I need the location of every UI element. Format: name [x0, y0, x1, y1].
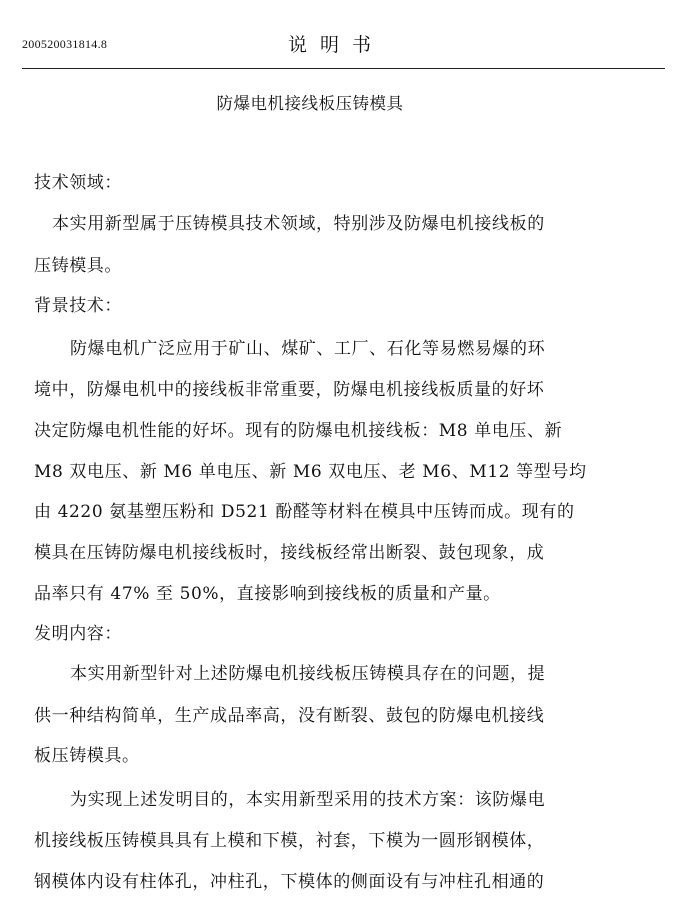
paragraph-line: 压铸模具。 [34, 256, 122, 276]
paragraph-line: 本实用新型属于压铸模具技术领域，特别涉及防爆电机接线板的 [52, 214, 545, 234]
tech-field-heading: 技术领域： [34, 173, 122, 193]
paragraph-line: M8 双电压、新 M6 单电压、新 M6 双电压、老 M6、M12 等型号均 [34, 462, 587, 482]
invention-heading: 发明内容： [34, 624, 122, 644]
background-heading: 背景技术： [34, 296, 122, 316]
paragraph-line: 机接线板压铸模具具有上模和下模，衬套，下模为一圆形钢模体， [34, 831, 545, 851]
paragraph-line: 供一种结构简单，生产成品率高，没有断裂、鼓包的防爆电机接线 [34, 706, 545, 726]
paragraph-line: 钢模体内设有柱体孔，冲柱孔，下模体的侧面设有与冲柱孔相通的 [34, 872, 545, 892]
paragraph-line: 决定防爆电机性能的好坏。现有的防爆电机接线板：M8 单电压、新 [34, 421, 563, 441]
paragraph-line: 为实现上述发明目的，本实用新型采用的技术方案：该防爆电 [70, 790, 546, 810]
document-title: 防爆电机接线板压铸模具 [216, 94, 404, 113]
paragraph-line: 板压铸模具。 [34, 746, 140, 766]
paragraph-line: 品率只有 47% 至 50%，直接影响到接线板的质量和产量。 [34, 584, 501, 604]
paragraph-line: 由 4220 氨基塑压粉和 D521 酚醛等材料在模具中压铸而成。现有的 [34, 502, 575, 522]
header-rule [22, 68, 665, 69]
paragraph-line: 模具在压铸防爆电机接线板时，接线板经常出断裂、鼓包现象，成 [34, 543, 545, 563]
paragraph-line: 境中，防爆电机中的接线板非常重要，防爆电机接线板质量的好坏 [34, 380, 545, 400]
paragraph-line: 本实用新型针对上述防爆电机接线板压铸模具存在的问题，提 [70, 664, 546, 684]
document-id: 200520031814.8 [22, 37, 108, 51]
header-title: 说明书 [288, 34, 385, 56]
paragraph-line: 防爆电机广泛应用于矿山、煤矿、工厂、石化等易燃易爆的环 [70, 339, 546, 359]
